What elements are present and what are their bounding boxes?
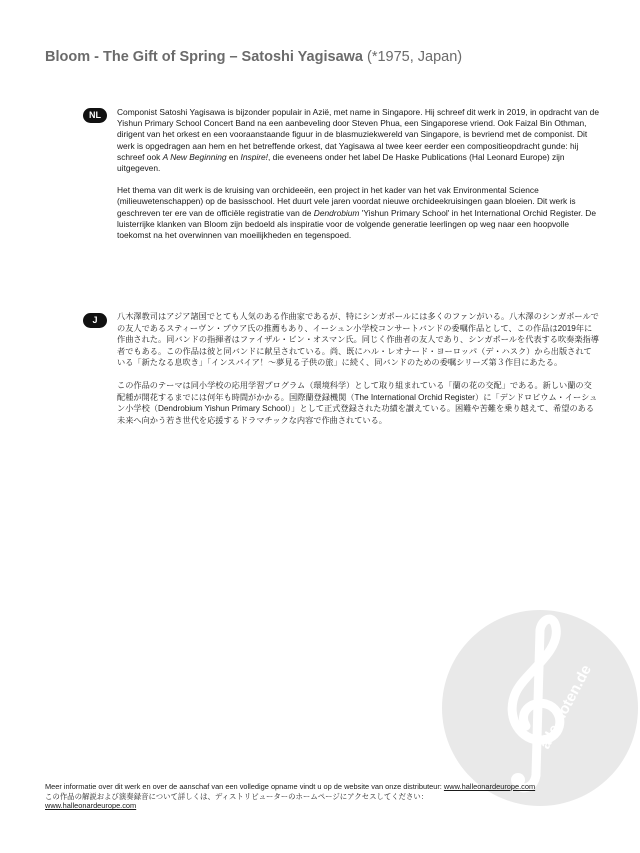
title-lifespan: (*1975, Japan) xyxy=(367,49,463,65)
footer-line-1: Meer informatie over dit werk en over de aanschaf van een volledige opname vindt u op de website van onze distributeur: www.halleonardeurope.com xyxy=(45,782,536,791)
japanese-paragraph-1: 八木澤教司はアジア諸国でとても人気のある作曲家であるが、特にシンガポールには多くのファンがいる。八木澤のシンガポールでの友人であるスティーヴン・プウア氏の推薦もあり、イーシュン小学校コンサートバンドの委嘱作品として、この作品は2019年に作曲された。同バンドの指揮者はファイザル・ビン・オスマン氏。同じく作曲者の友人であり、シンガポールを代表する吹奏楽指導者でもある。この作品は彼と同バンドに献呈されている。尚、既にハル・レオナード・ヨーロッパ（デ・ハスク）から出版されている「新たなる息吹き」「インスパイア！～夢見る子供の旅」に続く、同バンドのための委嘱シリーズ第３作目にあたる。 xyxy=(117,312,599,368)
dutch-paragraph-2: Het thema van dit werk is de kruising van orchideeën, een project in het kader van het vak Environmental Science (milieuwetenschappen) op de basisschool. Het duurt vele jaren voordat nieuwe orchideekruisingen gaan bloeien. Dit werk is geschreven ter ere van de officiële registratie van de Dendrobium 'Yishun Primary School' in het International Orchid Register. De luisterrijke klanken van Bloom zijn bedoeld als inspiratie voor de volgende generatie leerlingen op weg naar een hoopvolle toekomst na het overwinnen van moeilijkheden en tegenspoed. xyxy=(117,185,596,241)
title-main: Bloom - The Gift of Spring – Satoshi Yagisawa xyxy=(45,49,363,65)
page-title xyxy=(45,49,615,65)
dutch-paragraph-1: Componist Satoshi Yagisawa is bijzonder populair in Azië, met name in Singapore. Hij schreef dit werk in 2019, in opdracht van de Yishun Primary School Concert Band na een aanbeveling door Steven Phua, een Singaporese vriend. Ook Faizal Bin Othman, dirigent van het orkest en een vooraanstaande figuur in de blasmuziekwereld van Singapore, is bevriend met de componist. Dit werk is opgedragen aan hem en het betreffende orkest, dat Yagisawa al twee keer eerder een compositieopdracht gunde: hij schreef ook A New Beginning en Inspire!, die eveneens onder het label De Haske Publications (Hal Leonard Europe) zijn uitgegeven. xyxy=(117,107,599,174)
dutch-text-section xyxy=(117,107,599,252)
footer-link-2[interactable]: www.halleonardeurope.com xyxy=(45,801,137,811)
footer xyxy=(45,782,605,811)
japanese-paragraph-2: この作品のテーマは同小学校の応用学習プログラム（環境科学）として取り組まれている「蘭の花の交配」である。新しい蘭の交配種が開花するまでには何年も時間がかかる。国際蘭登録機関（The International Orchid Register）に「デンドロビウム・イーシュン小学校（Dendrobium Yishun Primary School）」として正式登録された功績を讃えている。困難や苦難を乗り越えて、希望のある未来へ向かう若き世代を応援するドラマチックな内容で作曲されている。 xyxy=(117,380,598,425)
language-badge-nl: NL xyxy=(83,108,107,123)
japanese-text-section xyxy=(117,311,599,437)
footer-link-1[interactable]: www.halleonardeurope.com xyxy=(443,782,536,791)
footer-line-2: この作品の解説および演奏録音について詳しくは、ディストリビューターのホームページにアクセスしてください： xyxy=(45,791,429,801)
language-badge-ja: J xyxy=(83,313,107,328)
watermark-text: alle-noten.de xyxy=(536,662,595,752)
